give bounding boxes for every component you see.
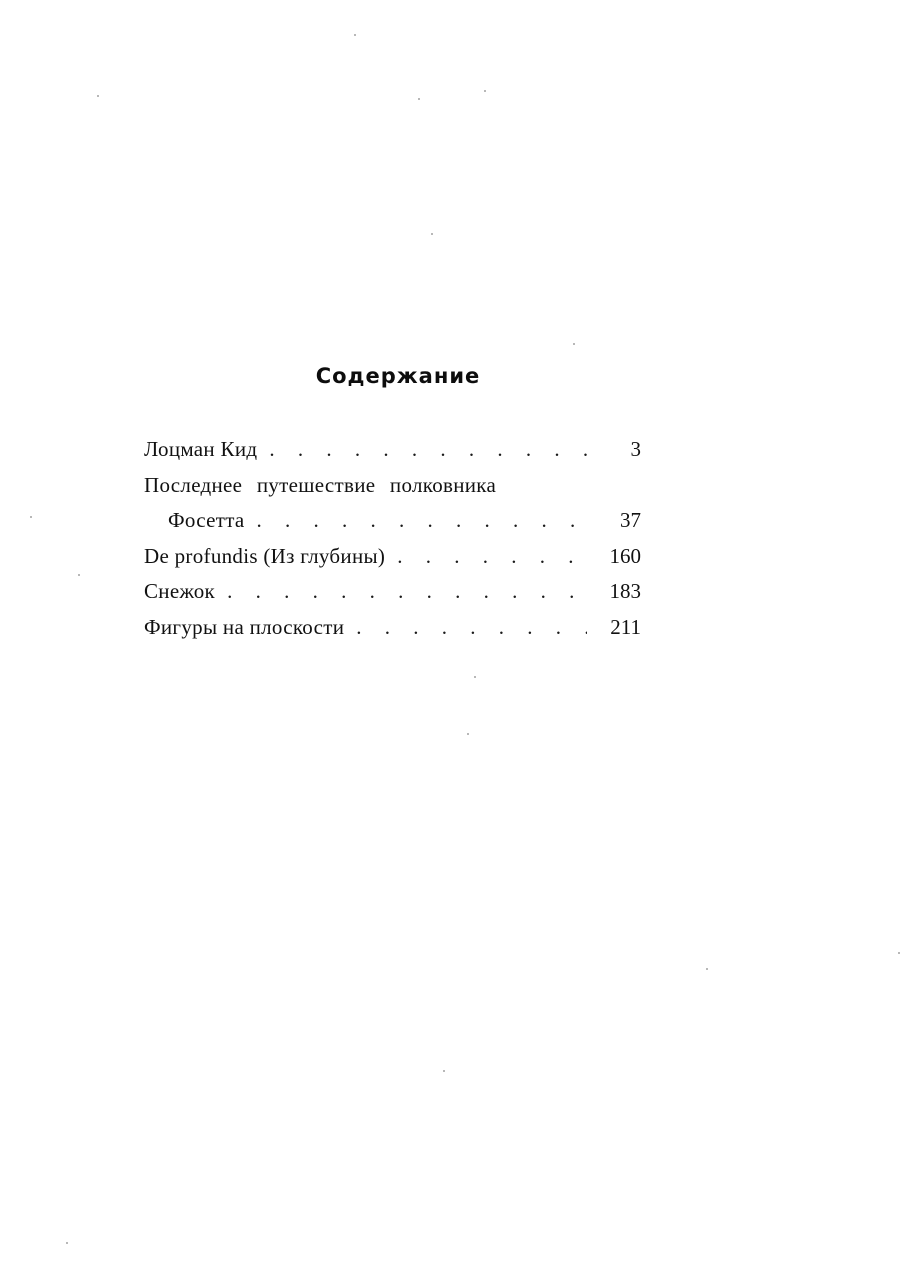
toc-entry-page: 3 <box>630 437 641 461</box>
scan-speck <box>30 516 32 518</box>
toc-entry <box>144 574 641 610</box>
toc-entry-title: Последнее путешествие полковника <box>144 472 497 497</box>
toc-entry-title: Лоцман Кид <box>144 437 258 461</box>
toc-entry-title: Снежок <box>144 579 216 603</box>
toc-entry-page: 211 <box>610 614 641 639</box>
scan-speck <box>418 98 420 100</box>
scan-speck <box>443 1070 445 1072</box>
toc-leader-dots <box>227 574 587 610</box>
scan-speck <box>431 233 433 235</box>
scan-speck <box>97 95 99 97</box>
toc-entry <box>144 610 641 646</box>
toc-entry <box>144 432 641 468</box>
scan-speck <box>78 574 80 576</box>
toc-entry <box>144 539 641 575</box>
contents-heading: Содержание <box>315 364 481 388</box>
scan-speck <box>706 968 708 970</box>
scan-speck <box>66 1242 68 1244</box>
scan-speck <box>898 952 900 954</box>
scan-speck <box>573 343 575 345</box>
toc-entry-title: Фигуры на плоскости <box>144 614 345 639</box>
toc-entry-title: De profundis (Из глубины) <box>144 543 386 568</box>
toc-leader-dots <box>356 610 587 646</box>
toc-entry-page: 37 <box>620 508 641 532</box>
scan-speck <box>354 34 356 36</box>
scan-speck <box>474 676 476 678</box>
toc-leader-dots <box>397 539 587 575</box>
toc-entry-continuation <box>144 503 641 539</box>
toc-entry-title: Фосетта <box>168 508 245 532</box>
table-of-contents <box>144 432 641 645</box>
toc-entry-page: 160 <box>609 543 641 568</box>
scan-speck <box>484 90 486 92</box>
toc-leader-dots <box>257 503 587 539</box>
toc-entry <box>144 468 641 504</box>
toc-entry-page: 183 <box>609 579 641 603</box>
toc-leader-dots <box>269 432 587 468</box>
scan-speck <box>467 733 469 735</box>
